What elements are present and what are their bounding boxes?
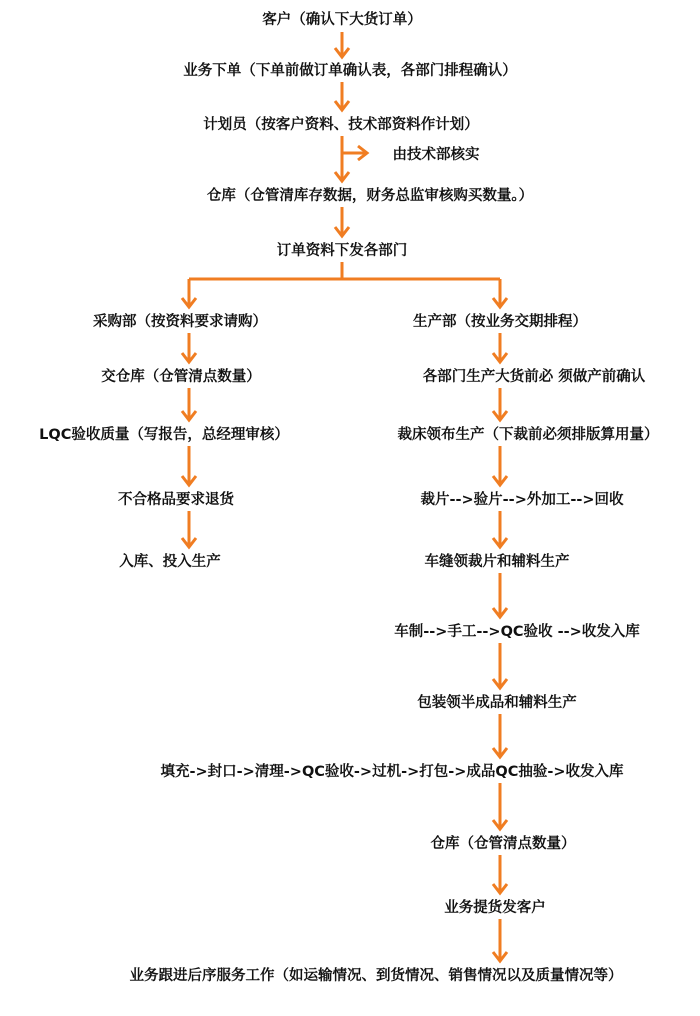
node-purchasing-dept: 采购部（按资料要求请购） bbox=[93, 314, 267, 330]
node-sales-place-order: 业务下单（下单前做订单确认表，各部门排程确认） bbox=[183, 63, 517, 79]
node-tech-verify: 由技术部核实 bbox=[392, 147, 480, 163]
node-customer-confirm-order: 客户（确认下大货订单） bbox=[262, 12, 422, 28]
node-reject-return: 不合格品要求退货 bbox=[118, 492, 234, 508]
node-stock-in-production: 入库、投入生产 bbox=[119, 554, 221, 570]
node-warehouse-count: 仓库（仓管清点数量） bbox=[430, 836, 576, 852]
node-warehouse-stock-check: 仓库（仓管清库存数据，财务总监审核购买数量。） bbox=[206, 188, 534, 204]
node-cutting-room: 裁床领布生产（下裁前必须排版算用量） bbox=[397, 427, 659, 443]
node-planner: 计划员（按客户资料、技术部资料作计划） bbox=[203, 117, 479, 133]
node-after-sales-service: 业务跟进后序服务工作（如运输情况、到货情况、销售情况以及质量情况等） bbox=[129, 968, 623, 984]
node-hand-to-warehouse: 交仓库（仓管清点数量） bbox=[101, 369, 261, 385]
node-packing: 包装领半成品和辅料生产 bbox=[417, 695, 577, 711]
node-order-distribution: 订单资料下发各部门 bbox=[276, 243, 408, 259]
node-sewing: 车缝领裁片和辅料生产 bbox=[424, 554, 570, 570]
node-ship-to-customer: 业务提货发客户 bbox=[444, 900, 546, 916]
node-cut-pieces-flow: 裁片-->验片-->外加工-->回收 bbox=[420, 492, 624, 508]
node-packing-flow: 填充->封口->清理->QC验收->过机->打包->成品QC抽验->收发入库 bbox=[160, 764, 624, 780]
node-lqc-inspection: LQC验收质量（写报告，总经理审核） bbox=[39, 427, 289, 443]
node-sewing-flow: 车制-->手工-->QC验收 -->收发入库 bbox=[394, 624, 640, 640]
node-pre-production-confirm: 各部门生产大货前必 须做产前确认 bbox=[422, 369, 646, 385]
node-production-dept: 生产部（按业务交期排程） bbox=[413, 314, 587, 330]
